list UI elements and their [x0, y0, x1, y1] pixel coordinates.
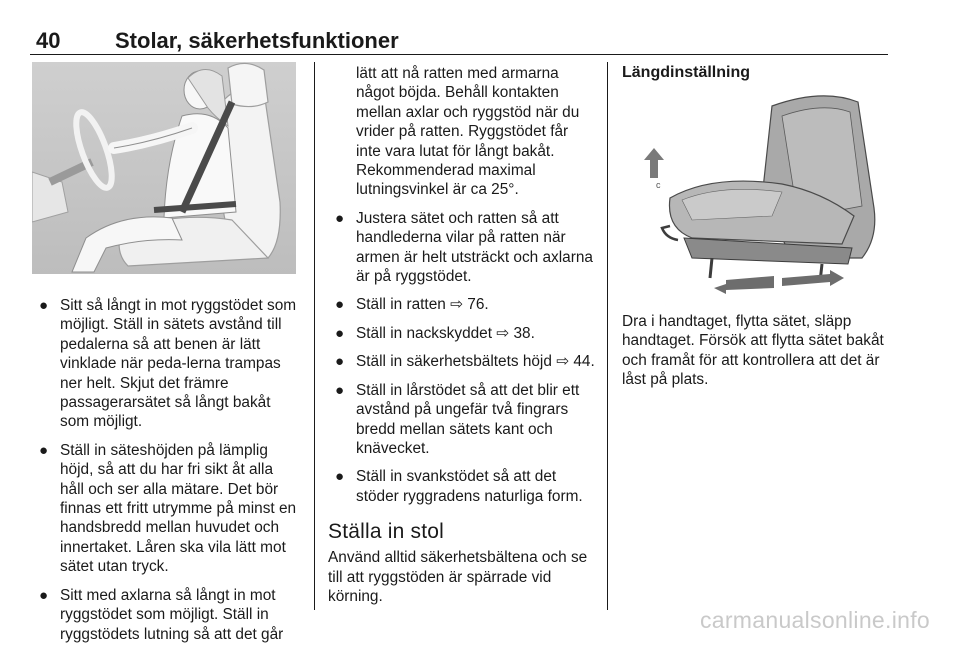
list-item: ● Ställ in säkerhetsbältets höjd ⇨ 44. — [335, 353, 595, 371]
list-item-text: Sitt så långt in mot ryggstödet som möjligt. Ställ in sätets avstånd till pedalerna så att benen är lätt vinklade när peda-lerna trampas ner helt. Skjut det främre passagerarsätet så långt bakåt som möjligt. — [60, 297, 297, 431]
longitudinal-adjustment-text: Dra i handtaget, flytta sätet, släpp handtaget. Försök att flytta sätet bakåt och framåt för att kontrollera att det är låst på plats. — [622, 313, 884, 389]
list-item-text: Justera sätet och ratten så att handlederna vilar på ratten när armen är helt utsträckt och axlarna är på ryggstödet. — [356, 209, 593, 286]
page-number: 40 — [36, 28, 61, 53]
list-item: ● Sitt så långt in mot ryggstödet som möjligt. Ställ in sätets avstånd till pedalerna så att benen är lätt vinklade när peda-lerna trampas ner helt. Skjut det främre passagerarsätet så långt bakåt som möjligt. — [39, 297, 297, 431]
section-heading: Ställa in stol — [328, 520, 445, 544]
list-item-text: Ställ in svankstödet så att det stöder ryggradens naturliga form. — [356, 468, 583, 505]
list-item-text: Sitt med axlarna så långt in mot ryggstödet som möjligt. Ställ in ryggstödets lutning så att det går — [60, 586, 284, 643]
list-item-text: Ställ in lårstödet så att det blir ett avstånd på ungefär två fingrars bredd mellan sätets kant och knävecket. — [356, 381, 580, 457]
seat-longitudinal-adjustment-illustration — [622, 88, 884, 300]
column-3 — [622, 64, 890, 390]
list-item-text: Ställ in nackskyddet ⇨ 38. — [356, 324, 535, 342]
seated-driver-illustration — [32, 62, 296, 274]
watermark: carmanualsonline.info — [699, 607, 930, 633]
list-item: ● Ställ in nackskyddet ⇨ 38. — [335, 324, 535, 342]
column-divider-2 — [607, 62, 608, 610]
list-item: ● Ställ in ratten ⇨ 76. — [335, 296, 489, 314]
list-item-text: Ställ in säteshöjden på lämplig höjd, så att du har fri sikt åt alla håll och ser alla mätare. Det bör finnas ett fritt utrymme på minst en handsbredd mellan huvudet och innertaket. Låren ska vila lätt mot sätet utan tryck. — [60, 441, 297, 576]
column-2 — [328, 64, 596, 606]
seating-instruction-list — [32, 296, 300, 644]
list-item: ● Justera sätet och ratten så att handlederna vilar på ratten när armen är helt utsträckt och axlarna är på ryggstödet. — [335, 209, 593, 286]
list-item-text: Ställ in ratten ⇨ 76. — [356, 296, 489, 314]
continued-text: lätt att nå ratten med armarna något böjda. Behåll kontakten mellan axlar och ryggstöd när du vrider på ratten. Ryggstödet får inte vara lutat för långt bakåt. Rekommenderad maximal lutningsvinkel är ca 25°. — [356, 65, 580, 199]
page-header — [30, 28, 888, 54]
adjustment-list — [328, 209, 596, 506]
page-title: Stolar, säkerhetsfunktioner — [115, 28, 399, 53]
list-item: ● Ställ in säteshöjden på lämplig höjd, så att du har fri sikt åt alla håll och ser alla mätare. Det bör finnas ett fritt utrymme på minst en handsbredd mellan huvudet och innertaket. Låren ska vila lätt mot sätet utan tryck. — [39, 441, 297, 576]
column-divider-1 — [314, 62, 315, 610]
list-item-text: Ställ in säkerhetsbältets höjd ⇨ 44. — [356, 353, 595, 371]
svg-text:c: c — [656, 180, 661, 190]
list-item: ● Sitt med axlarna så långt in mot ryggstödet som möjligt. Ställ in ryggstödets lutning så att det går — [39, 586, 284, 643]
subheading: Längdinställning — [622, 64, 750, 81]
header-rule — [30, 54, 888, 55]
column-1 — [32, 62, 300, 653]
list-item: ● Ställ in svankstödet så att det stöder ryggradens naturliga form. — [335, 468, 583, 505]
list-item: ● Ställ in lårstödet så att det blir ett avstånd på ungefär två fingrars bredd mellan sätets kant och knävecket. — [335, 381, 580, 457]
section-body: Använd alltid säkerhetsbältena och se till att ryggstöden är spärrade vid körning. — [328, 549, 588, 605]
